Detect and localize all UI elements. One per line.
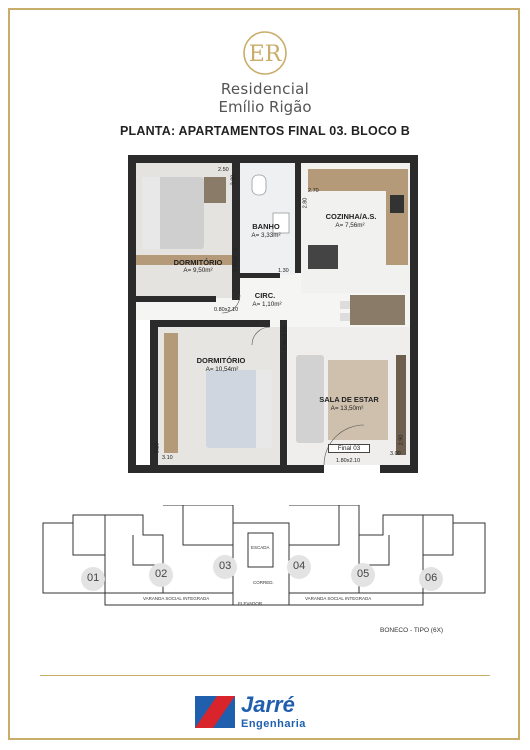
- dimension-label: 3.80: [230, 174, 237, 186]
- brand-name-line1: Residencial: [220, 80, 310, 98]
- dimension-label: 0.80x2.10: [283, 325, 290, 351]
- unit-label-01: 01: [87, 572, 100, 584]
- room-label-sala: SALA DE ESTAR: [319, 395, 379, 404]
- company-name: Jarré: [241, 692, 295, 717]
- footer-divider: [40, 675, 490, 676]
- stair-label: ESCADA: [251, 545, 270, 550]
- unit-label-04: 04: [293, 560, 306, 572]
- room-label-banho: BANHO: [252, 222, 280, 231]
- unit-label-03: 03: [219, 560, 232, 572]
- elevator-label: ELEVADOR: [238, 601, 263, 606]
- unit-label-06: 06: [425, 572, 438, 584]
- corridor-label: CORRED.: [253, 580, 274, 585]
- floor-plan: [128, 155, 418, 473]
- unit-label-05: 05: [357, 568, 370, 580]
- plan-title: PLANTA: APARTAMENTOS FINAL 03. BLOCO B: [119, 124, 410, 138]
- room-area-dormitorio-2: A= 10,54m²: [205, 366, 239, 373]
- room-label-dormitorio-1: DORMITÓRIO: [173, 258, 223, 267]
- plan-tag: Final 03: [328, 444, 370, 453]
- floor-plan-drawing: [128, 155, 418, 473]
- company-subtitle: Engenharia: [241, 718, 306, 730]
- dimension-label: 2.80: [302, 197, 309, 209]
- dimension-label: 0.80x2.10: [214, 307, 239, 313]
- dimension-label: 1.30: [278, 268, 289, 274]
- room-area-dormitorio-1: A= 9,50m²: [183, 267, 213, 274]
- key-plan-caption: BONECO - TIPO (6X): [380, 627, 444, 634]
- dimension-label: 2.90: [398, 434, 405, 446]
- varanda-left-label: VARANDA SOCIAL INTEGRADA: [143, 596, 210, 601]
- dimension-label: 0.60x2.10: [233, 247, 240, 273]
- company-logo: [195, 692, 345, 732]
- varanda-right-label: VARANDA SOCIAL INTEGRADA: [305, 596, 372, 601]
- dimension-label: 3.10: [162, 455, 173, 461]
- key-plan: [33, 505, 495, 620]
- dimension-label: 1.80x2.10: [336, 458, 361, 464]
- room-area-sala: A= 13,50m²: [330, 405, 364, 412]
- key-plan-drawing: [33, 505, 495, 620]
- room-label-cozinha: COZINHA/A.S.: [325, 212, 377, 221]
- room-label-dormitorio-2: DORMITÓRIO: [196, 356, 246, 365]
- room-label-circ: CIRC.: [254, 291, 276, 300]
- room-area-circ: A= 1,10m²: [252, 301, 282, 308]
- room-area-cozinha: A= 7,56m²: [335, 222, 365, 229]
- jarre-logo-icon: [195, 696, 235, 728]
- dimension-label: 2.70: [308, 188, 319, 194]
- brand-name-line2: Emílio Rigão: [218, 98, 312, 116]
- room-area-banho: A= 3,33m²: [251, 232, 281, 239]
- dimension-label: 3.20: [154, 442, 161, 454]
- dimension-label: 2.50: [218, 167, 229, 173]
- monogram-logo: [237, 30, 293, 76]
- unit-label-02: 02: [155, 568, 168, 580]
- dimension-label: 3.00: [390, 451, 401, 457]
- svg-text:ER: ER: [248, 42, 282, 67]
